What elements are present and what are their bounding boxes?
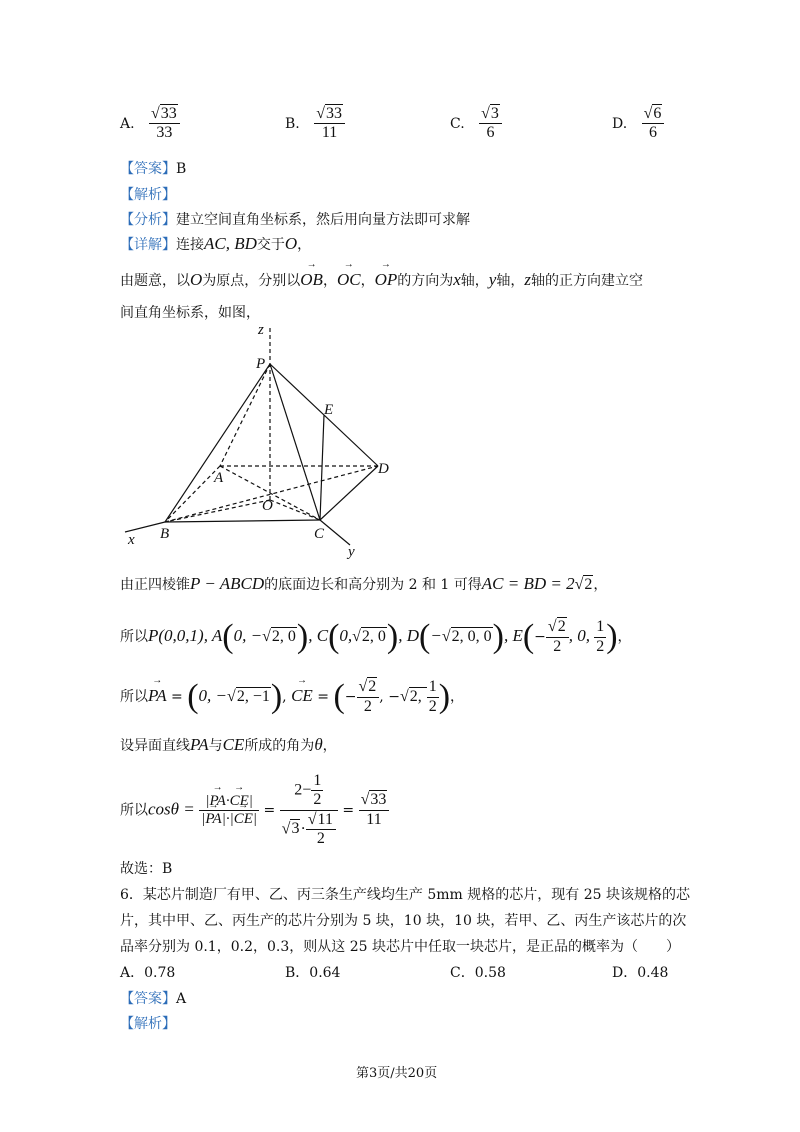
q6-line-1: 6．某芯片制造厂有甲、乙、丙三条生产线均生产 5mm 规格的芯片，现有 25 块该规格的芯 [120,887,690,903]
q6-line-2: 片，其中甲、乙、丙生产的芯片分别为 5 块，10 块，10 块，若甲、乙、丙生产该芯片的次 [120,913,687,929]
analysis-tag: 【解析】 [120,187,176,203]
x-axis-hidden [165,500,270,522]
deriv-line-3: 由正四棱锥P − ABCD的底面边长和高分别为 2 和 1 可得AC = BD = 2√2， [120,574,608,593]
q6-answer: 【答案】A [120,991,187,1007]
q6-line-3: 品率分别为 0.1，0.2，0.3，则从这 25 块芯片中任取一块芯片，是正品的概率为（ ） [120,939,680,955]
fenxi-line: 【分析】建立空间直角坐标系，然后用向量方法即可求解 [120,212,470,228]
page-footer: 第3页/共20页 [356,1066,438,1081]
choice-d: D. $\frac{√6}{6}$ [612,105,664,143]
conclusion: 故选：B [120,861,173,877]
label-x: x [128,532,135,548]
y-axis-hidden [270,500,320,520]
label-z: z [258,322,264,338]
label-d: D [378,461,389,477]
q6-choice-a: A．0.78 [120,965,176,981]
pyramid-figure [110,320,410,560]
label-a: A [214,470,224,486]
label-b: B [160,526,170,542]
setup-line-2: 间直角坐标系，如图， [120,305,260,321]
label-o: O [262,498,273,514]
xiangjie-line: 【详解】连接AC, BD交于O， [120,234,312,253]
q6-analysis-tag: 【解析】 [120,1016,176,1032]
coords-line: 所以P(0,0,1), A(0, −√2, 0), C(0,√2, 0), D(−√2, 0, 0), E(− $\frac{√2}{2}$ , 0, $\frac{1}{2}$ )， [120,618,632,655]
vectors-line: 所以→ PA = (0, −√2, −1), → CE = (− $\frac{√2}{2}$ , −√2, $\frac{1}{2}$ )， [120,678,464,716]
q6-choice-d: D．0.48 [612,965,669,981]
label-c: C [314,526,325,542]
q6-choice-c: C．0.58 [450,965,506,981]
label-e: E [324,402,334,418]
choice-a: A. $\frac{√33}{33}$ [120,105,180,143]
choice-b: B. $\frac{√33}{11}$ [285,105,345,143]
label-y: y [348,544,355,560]
x-axis [125,522,165,532]
q6-choice-b: B．0.64 [285,965,341,981]
label-p: P [256,356,266,372]
setup-line-1: 由题意，以O为原点，分别以→ OB，→ OC，→ OP的方向为x轴，y轴，z轴的正方向建立空 [120,270,643,290]
answer-line: 【答案】B [120,161,187,177]
y-axis [320,520,350,545]
angle-line: 设异面直线PA与CE所成的角为θ， [120,735,337,754]
choice-c: C. $\frac{√3}{6}$ [450,105,502,143]
cos-line: 所以cosθ = $\frac{|\to PA\cdot\to CE|}{|\to PA|\cdot|\to CE|}$ = 2− $\frac{1}{2}$ √3· $\frac{√11}{2}$ = $\frac{√33}{11}$ [120,772,389,849]
